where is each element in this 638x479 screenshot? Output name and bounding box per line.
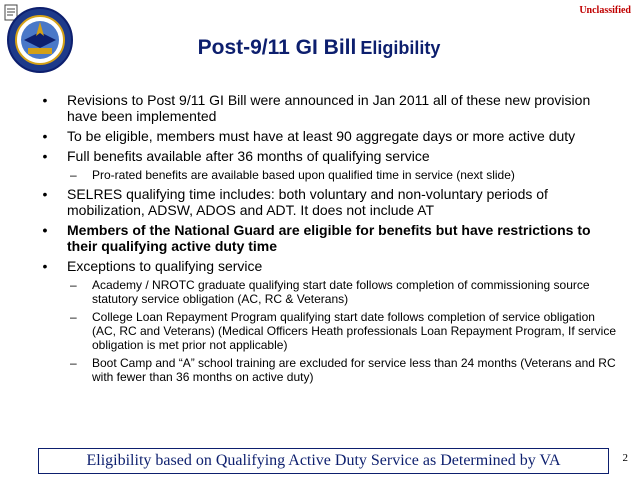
sub-bullet-item bbox=[40, 168, 620, 182]
bullet-marker: • bbox=[42, 128, 48, 144]
bullet-marker: • bbox=[42, 222, 48, 238]
title-suffix: Eligibility bbox=[360, 38, 441, 58]
sub-bullet-text: Pro-rated benefits are available based upon qualified time in service (next slide) bbox=[92, 168, 515, 182]
bullet-text: Revisions to Post 9/11 GI Bill were announced in Jan 2011 all of these new provision have been implemented bbox=[67, 92, 591, 124]
sub-bullet-item bbox=[40, 356, 620, 384]
bullet-item bbox=[40, 128, 620, 144]
bullet-marker: • bbox=[42, 186, 48, 202]
footer-statement: Eligibility based on Qualifying Active Duty Service as Determined by VA bbox=[86, 452, 561, 469]
bullet-marker: • bbox=[42, 258, 48, 274]
dash-marker: – bbox=[70, 356, 77, 370]
bullet-item-national-guard bbox=[40, 222, 620, 254]
classification-label: Unclassified bbox=[579, 5, 631, 16]
bullet-marker: • bbox=[42, 148, 48, 164]
bullet-text: Members of the National Guard are eligible for benefits but have restrictions to their qualifying active duty time bbox=[67, 222, 591, 254]
sub-bullet-text: College Loan Repayment Program qualifying start date follows completion of service obligation (AC, RC and Veterans) (Medical Officers Heath professionals Loan Repayment Program, If service obligation is met prior not applicable) bbox=[92, 310, 617, 352]
sub-bullet-item bbox=[40, 310, 620, 352]
dash-marker: – bbox=[70, 278, 77, 292]
sub-bullet-text: Academy / NROTC graduate qualifying start date follows completion of commissioning source statutory service obligation (AC, RC & Veterans) bbox=[92, 278, 590, 306]
bullet-marker: • bbox=[42, 92, 48, 108]
bullet-item bbox=[40, 258, 620, 274]
sub-bullet-text: Boot Camp and “A” school training are excluded for service less than 24 months (Veterans and RC with fewer than 36 months on active duty) bbox=[92, 356, 616, 384]
sub-bullet-item bbox=[40, 278, 620, 306]
footer-statement-box bbox=[38, 448, 609, 474]
title-main: Post-9/11 GI Bill bbox=[197, 36, 357, 59]
dash-marker: – bbox=[70, 168, 77, 182]
bullet-item bbox=[40, 92, 620, 124]
dash-marker: – bbox=[70, 310, 77, 324]
bullet-text: Full benefits available after 36 months of qualifying service bbox=[67, 148, 430, 164]
bullet-item bbox=[40, 186, 620, 218]
page-number: 2 bbox=[622, 452, 628, 464]
bullet-text: SELRES qualifying time includes: both voluntary and non-voluntary periods of mobilization, ADSW, ADOS and ADT. It does not include AT bbox=[67, 186, 548, 218]
bullet-item bbox=[40, 148, 620, 164]
bullet-text: To be eligible, members must have at least 90 aggregate days or more active duty bbox=[67, 128, 576, 144]
bullet-list bbox=[40, 92, 620, 388]
slide-title bbox=[0, 36, 638, 60]
bullet-text: Exceptions to qualifying service bbox=[67, 258, 263, 274]
